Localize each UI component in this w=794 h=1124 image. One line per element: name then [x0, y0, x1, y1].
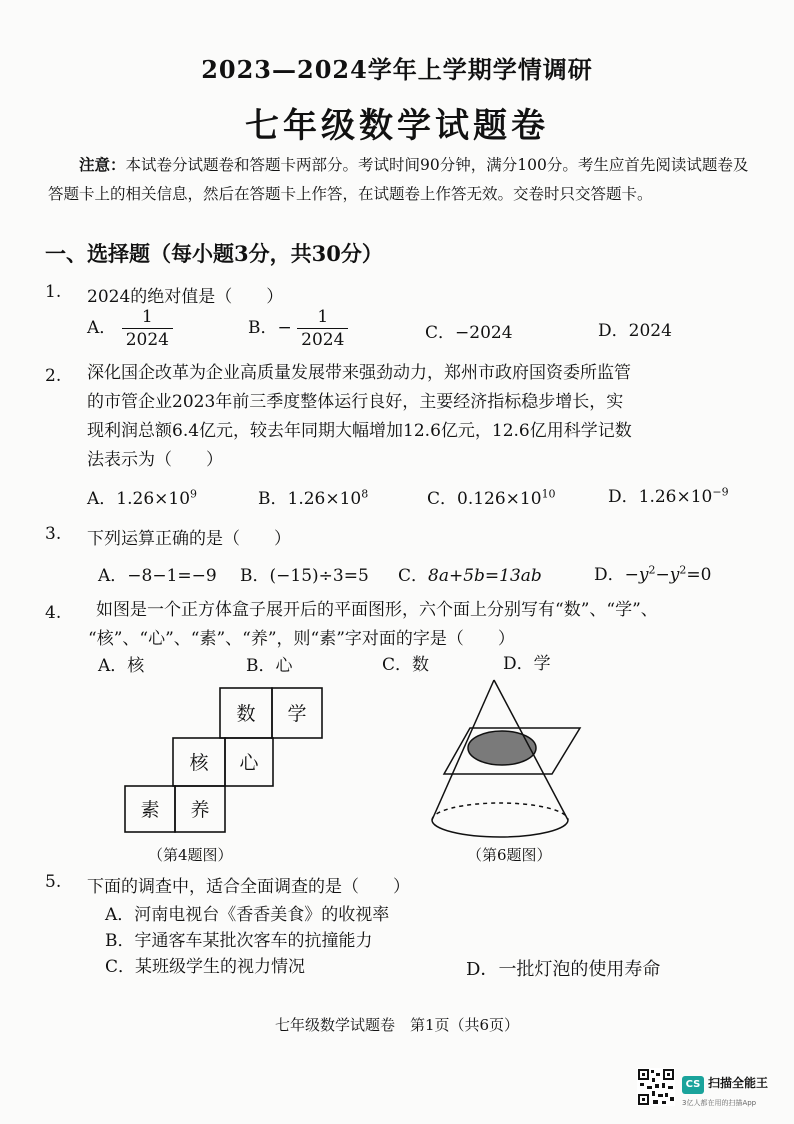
numerator: 1 — [122, 306, 173, 329]
option-label: B． — [258, 489, 288, 509]
net-text-shu: 数 — [236, 703, 256, 725]
question-2-stem — [87, 359, 757, 475]
notice-label: 注意： — [79, 155, 126, 174]
option-text: 学 — [533, 654, 551, 674]
stem-line: 的市管企业2023年前三季度整体运行良好，主要经济指标稳步增长，实 — [87, 392, 624, 412]
question-number: 1. — [45, 282, 62, 302]
option-label: A． — [105, 905, 135, 925]
camscanner-logo-icon: CS — [682, 1076, 704, 1094]
q1-option-d — [598, 316, 672, 341]
option-text: 核 — [127, 656, 145, 676]
page-footer: 七年级数学试题卷 第1页（共6页） — [274, 1016, 520, 1034]
option-label: C． — [105, 957, 136, 977]
option-label: A． — [87, 318, 117, 338]
option-text: 2024 — [628, 321, 672, 341]
net-text-yang: 养 — [190, 799, 210, 821]
option-label: D． — [608, 487, 639, 507]
option-text: −2024 — [455, 323, 513, 343]
option-text: 一批灯泡的使用寿命 — [498, 959, 661, 980]
option-term: =0 — [686, 565, 712, 585]
option-text: 心 — [275, 656, 293, 676]
option-exponent: 2 — [679, 563, 687, 577]
option-text: −8−1=−9 — [127, 566, 217, 586]
fraction — [297, 306, 348, 351]
q1-option-a — [87, 306, 173, 351]
camscanner-name: 扫描全能王 — [708, 1076, 769, 1090]
figure-4-caption: （第4题图） — [148, 846, 233, 864]
option-base: 1.26×10 — [116, 489, 191, 509]
q3-option-c — [398, 561, 542, 586]
option-label: C． — [398, 566, 429, 586]
q4-option-b — [246, 651, 293, 676]
cube-net-figure — [115, 680, 335, 840]
net-text-xin: 心 — [239, 752, 259, 774]
fraction — [122, 306, 173, 351]
option-label: A． — [98, 656, 128, 676]
option-label: A． — [87, 489, 117, 509]
question-number: 4. — [45, 603, 62, 623]
q2-option-a — [87, 484, 197, 509]
cone-base-front — [432, 820, 568, 837]
stem-line: 现利润总额6.4亿元，较去年同期大幅增加12.6亿元，12.6亿用科学记数 — [87, 421, 632, 441]
net-text-xue: 学 — [287, 703, 307, 725]
option-base: 1.26×10 — [287, 489, 362, 509]
option-label: C． — [425, 323, 456, 343]
option-label: B． — [248, 318, 278, 338]
q5-option-b — [105, 926, 373, 951]
q1-option-c — [425, 318, 513, 343]
q2-option-b — [258, 484, 368, 509]
q2-option-c — [427, 484, 556, 509]
option-exponent: −9 — [712, 485, 729, 499]
option-base: 1.26×10 — [638, 487, 713, 507]
stem-line: 法表示为（ ） — [87, 450, 223, 470]
option-text: 宇通客车某批次客车的抗撞能力 — [134, 931, 373, 951]
figure-6-caption: （第6题图） — [467, 846, 552, 864]
numerator: 1 — [297, 306, 348, 329]
question-5 — [45, 872, 745, 902]
option-label: C． — [382, 655, 413, 675]
option-text: 8a+5b=13ab — [428, 566, 542, 586]
option-text: (−15)÷3=5 — [269, 566, 369, 586]
option-exponent: 2 — [648, 563, 656, 577]
option-exponent: 10 — [541, 487, 556, 501]
option-text: 数 — [412, 655, 430, 675]
option-exponent: 8 — [361, 487, 369, 501]
exam-paper-title: 七年级数学试题卷 — [245, 106, 549, 146]
q5-option-c — [105, 952, 305, 977]
question-number: 2. — [45, 366, 62, 386]
cross-section — [468, 731, 536, 765]
option-label: C． — [427, 489, 458, 509]
option-label: D． — [598, 321, 629, 341]
option-label: D． — [594, 565, 625, 585]
minus-sign: − — [277, 318, 292, 338]
option-term: −y — [624, 565, 649, 585]
notice-text: 本试卷分试题卷和答题卡两部分。考试时间90分钟，满分100分。考生应首先阅读试题卷及答题卡上的相关信息，然后在答题卡上作答，在试题卷上作答无效。交卷时只交答题卡。 — [48, 156, 749, 203]
exam-term-title: 2023—2024学年上学期学情调研 — [201, 55, 593, 84]
option-exponent: 9 — [190, 487, 198, 501]
option-base: 0.126×10 — [457, 489, 542, 509]
q1-option-b — [248, 306, 348, 351]
option-label: D． — [503, 654, 534, 674]
q3-option-d — [594, 560, 711, 585]
option-label: A． — [98, 566, 128, 586]
q5-option-a — [105, 900, 389, 925]
question-3 — [45, 524, 745, 554]
option-label: B． — [246, 656, 276, 676]
question-number: 5. — [45, 872, 62, 892]
question-stem: 下面的调查中，适合全面调查的是（ ） — [87, 877, 410, 897]
question-number: 3. — [45, 524, 62, 544]
option-text: 河南电视台《香香美食》的收视率 — [134, 905, 390, 925]
camscanner-tagline: 3亿人都在用的扫描App — [682, 1099, 757, 1107]
q3-option-b — [240, 561, 369, 586]
option-label: B． — [105, 931, 135, 951]
option-label: B． — [240, 566, 270, 586]
exam-notice — [48, 150, 754, 209]
stem-line: 如图是一个正方体盒子展开后的平面图形，六个面上分别写有“数”、“学”、 — [96, 600, 658, 620]
q5-option-d — [466, 955, 660, 981]
q2-option-d — [608, 482, 729, 507]
denominator: 2024 — [301, 330, 345, 350]
option-label: D． — [466, 959, 499, 980]
section-choice-title: 一、选择题（每小题3分，共30分） — [45, 241, 383, 266]
question-4-stem — [88, 596, 756, 654]
q4-option-a — [98, 651, 144, 676]
cone-base-back — [432, 803, 568, 820]
q3-option-a — [98, 561, 217, 586]
qr-code-icon — [637, 1068, 675, 1106]
option-text: 某班级学生的视力情况 — [135, 957, 306, 977]
option-term: −y — [655, 565, 680, 585]
question-stem: 下列运算正确的是（ ） — [87, 529, 291, 549]
net-text-he: 核 — [189, 752, 209, 774]
question-stem: 2024的绝对值是（ ） — [87, 287, 284, 307]
cone-figure — [420, 670, 590, 845]
net-text-su: 素 — [140, 799, 160, 821]
denominator: 2024 — [125, 330, 169, 350]
stem-line: “核”、“心”、“素”、“养”，则“素”字对面的字是（ ） — [88, 629, 515, 649]
stem-line: 深化国企改革为企业高质量发展带来强劲动力，郑州市政府国资委所监管 — [87, 363, 631, 383]
